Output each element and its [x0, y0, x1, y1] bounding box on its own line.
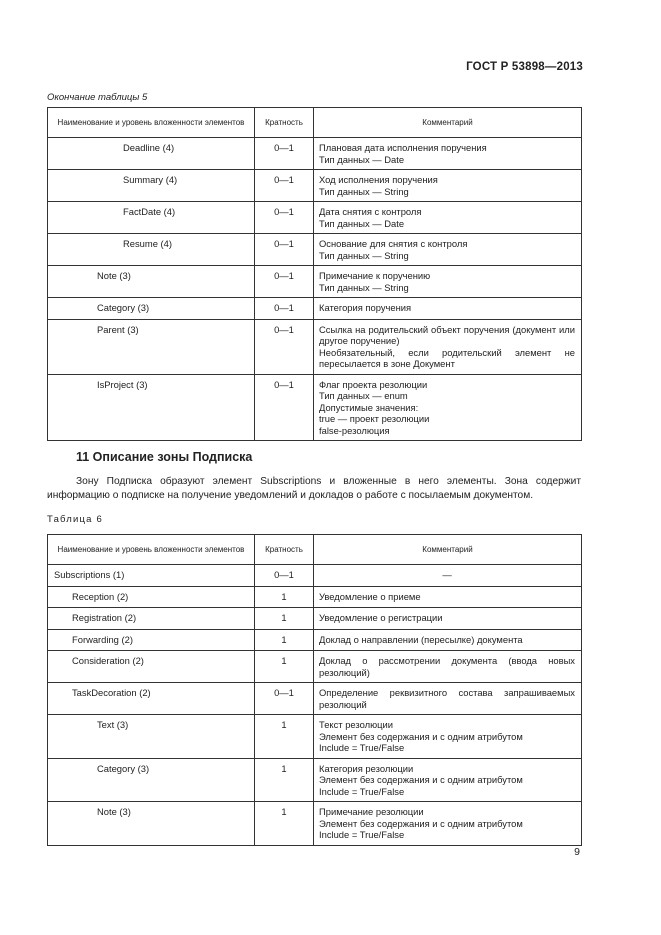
- comment-line: false-резолюция: [319, 424, 390, 436]
- element-name: TaskDecoration (2): [48, 683, 255, 715]
- comment-line: Категория резолюции: [319, 762, 414, 774]
- comment-line: Include = True/False: [319, 742, 405, 753]
- element-name: Subscriptions (1): [48, 565, 255, 587]
- comment: [314, 374, 582, 441]
- multiplicity: 0—1: [255, 565, 314, 587]
- table-row: [48, 138, 582, 170]
- multiplicity: 0—1: [255, 234, 314, 266]
- standard-number: ГОСТ Р 53898—2013: [466, 61, 583, 73]
- comment-line: Элемент без содержания и с одним атрибутом: [319, 817, 523, 829]
- comment-line: Примечание к поручению: [319, 270, 431, 281]
- multiplicity: 1: [255, 802, 314, 846]
- multiplicity: 0—1: [255, 202, 314, 234]
- element-name: Registration (2): [48, 608, 255, 630]
- page-number: 9: [574, 846, 580, 858]
- comment: [314, 683, 582, 715]
- element-name: Summary (4): [48, 170, 255, 202]
- comment-line: Элемент без содержания и с одним атрибутом: [319, 730, 523, 742]
- comment: [314, 651, 582, 683]
- table-row: [48, 170, 582, 202]
- comment: [314, 234, 582, 266]
- comment-line: Тип данных — String: [319, 281, 409, 293]
- table-row: [48, 266, 582, 298]
- comment-line: Дата снятия с контроля: [319, 206, 422, 217]
- comment-line: Тип данных — String: [319, 185, 409, 197]
- comment-line: Примечание резолюции: [319, 806, 424, 817]
- comment: [314, 170, 582, 202]
- comment: [314, 319, 582, 374]
- comment-line: Флаг проекта резолюции: [319, 378, 428, 390]
- header-name: Наименование и уровень вложенности элементов: [48, 108, 255, 138]
- comment-line: Основание для снятия с контроля: [319, 238, 468, 249]
- element-name: Parent (3): [48, 319, 255, 374]
- comment-line: Элемент без содержания и с одним атрибутом: [319, 774, 523, 785]
- comment: [314, 758, 582, 802]
- element-name: Text (3): [48, 715, 255, 759]
- element-name: Forwarding (2): [48, 629, 255, 651]
- table6-caption: Таблица 6: [47, 514, 103, 525]
- multiplicity: 1: [255, 608, 314, 630]
- comment-line: Категория поручения: [319, 302, 412, 313]
- multiplicity: 0—1: [255, 138, 314, 170]
- comment: [314, 586, 582, 608]
- multiplicity: 1: [255, 758, 314, 802]
- table-row: [48, 758, 582, 802]
- table-row: [48, 319, 582, 374]
- comment-line: Тип данных — Date: [319, 217, 405, 229]
- multiplicity: 0—1: [255, 170, 314, 202]
- table-row: [48, 715, 582, 759]
- comment-line: Тип данных — enum: [319, 390, 408, 401]
- table-6: [47, 534, 582, 846]
- multiplicity: 0—1: [255, 683, 314, 715]
- table-row: [48, 608, 582, 630]
- table-row: [48, 202, 582, 234]
- comment-line: Уведомление о приеме: [319, 590, 421, 602]
- comment-line: true — проект резолюции: [319, 413, 430, 424]
- element-name: Note (3): [48, 266, 255, 298]
- comment-line: Доклад о направлении (пересылке) документа: [319, 633, 523, 645]
- multiplicity: 1: [255, 715, 314, 759]
- table-row: [48, 651, 582, 683]
- table-row: [48, 565, 582, 587]
- element-name: Category (3): [48, 758, 255, 802]
- comment: [314, 138, 582, 170]
- table-row: [48, 802, 582, 846]
- multiplicity: 0—1: [255, 319, 314, 374]
- comment-line: Необязательный, если родительский элемент не пересылается в зоне Документ: [319, 346, 575, 369]
- table-row: [48, 374, 582, 441]
- element-name: Resume (4): [48, 234, 255, 266]
- table-row: [48, 586, 582, 608]
- multiplicity: 1: [255, 629, 314, 651]
- header-multiplicity: Кратность: [255, 535, 314, 565]
- table-row: [48, 683, 582, 715]
- comment-line: Include = True/False: [319, 785, 405, 797]
- comment: [314, 298, 582, 320]
- comment-line: Доклад о рассмотрении документа (ввода новых резолюций): [319, 655, 575, 678]
- header-comment: Комментарий: [314, 535, 582, 565]
- comment-line: Тип данных — Date: [319, 153, 405, 165]
- header-multiplicity: Кратность: [255, 108, 314, 138]
- section-heading: 11 Описание зоны Подписка: [76, 450, 253, 464]
- element-name: FactDate (4): [48, 202, 255, 234]
- comment-line: Тип данных — String: [319, 249, 409, 261]
- element-name: Note (3): [48, 802, 255, 846]
- comment-line: Допустимые значения:: [319, 401, 419, 413]
- comment-line: Уведомление о регистрации: [319, 612, 443, 623]
- comment: [314, 565, 582, 587]
- comment-line: Определение реквизитного состава запрашиваемых резолюций: [319, 687, 575, 710]
- element-name: Deadline (4): [48, 138, 255, 170]
- multiplicity: 0—1: [255, 266, 314, 298]
- section-paragraph: [47, 475, 581, 503]
- comment: [314, 608, 582, 630]
- table-5: [47, 107, 582, 441]
- multiplicity: 0—1: [255, 298, 314, 320]
- element-name: IsProject (3): [48, 374, 255, 441]
- comment: [314, 629, 582, 651]
- comment-line: —: [442, 569, 452, 580]
- comment: [314, 715, 582, 759]
- comment: [314, 802, 582, 846]
- comment: [314, 266, 582, 298]
- element-name: Consideration (2): [48, 651, 255, 683]
- comment-line: Ссылка на родительский объект поручения (документ или другое поручение): [319, 323, 575, 346]
- element-name: Category (3): [48, 298, 255, 320]
- comment-line: Плановая дата исполнения поручения: [319, 142, 487, 153]
- table5-caption: Окончание таблицы 5: [47, 92, 148, 103]
- table-row: [48, 234, 582, 266]
- header-comment: Комментарий: [314, 108, 582, 138]
- multiplicity: 0—1: [255, 374, 314, 441]
- header-name: Наименование и уровень вложенности элементов: [48, 535, 255, 565]
- comment-line: Ход исполнения поручения: [319, 174, 438, 185]
- comment-line: Include = True/False: [319, 829, 405, 840]
- paragraph-text: Зону Подписка образуют элемент Subscriptions и вложенные в него элементы. Зона содержит информацию о подписке на получение уведомлений и докладов о работе с посылаемым документом.: [47, 476, 581, 501]
- element-name: Reception (2): [48, 586, 255, 608]
- comment: [314, 202, 582, 234]
- table-row: [48, 629, 582, 651]
- comment-line: Текст резолюции: [319, 719, 393, 730]
- multiplicity: 1: [255, 586, 314, 608]
- multiplicity: 1: [255, 651, 314, 683]
- table-row: [48, 298, 582, 320]
